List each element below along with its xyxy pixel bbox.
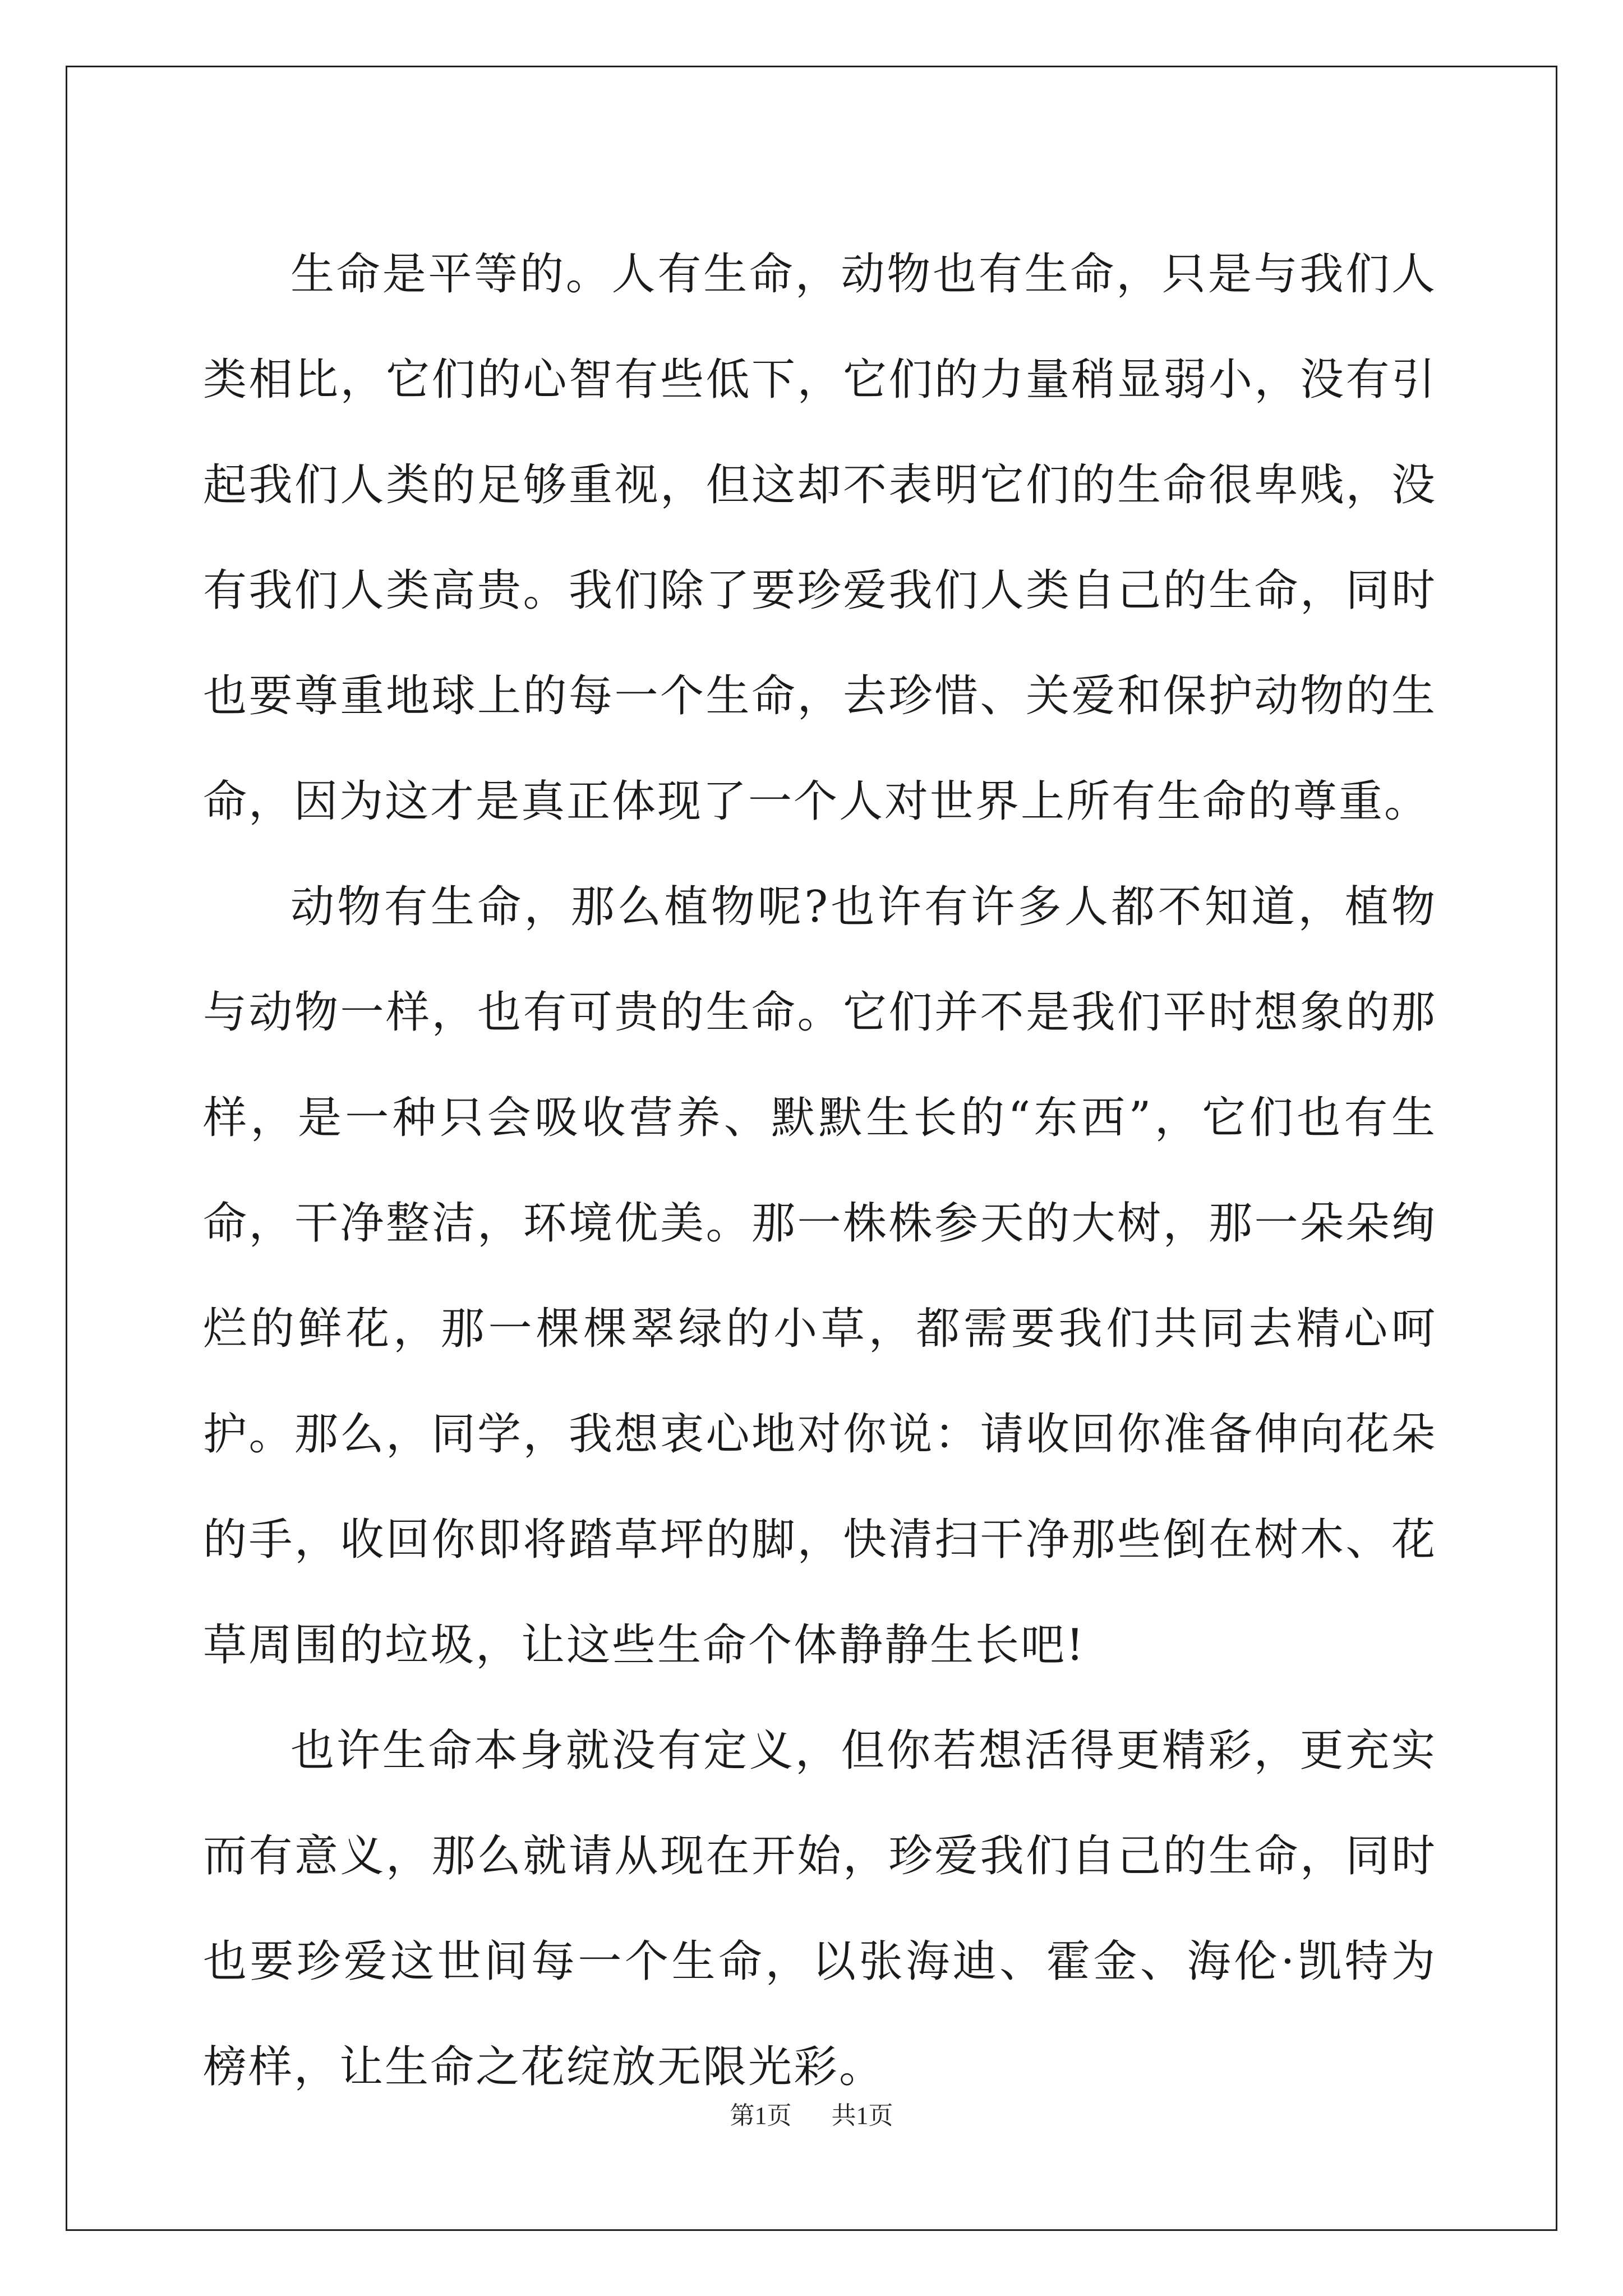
document-body: [203, 222, 1437, 2120]
paragraph-3: 也许生命本身就没有定义，但你若想活得更精彩，更充实而有意义，那么就请从现在开始，珍爱我们自己的生命，同时也要珍爱这世间每一个生命，以张海迪、霍金、海伦·凯特为榜样，让生命之花绽放无限光彩。: [203, 1726, 1437, 2092]
page-number: 第1页: [730, 2102, 792, 2129]
page-footer: [0, 2095, 1623, 2131]
page-total: 共1页: [831, 2102, 893, 2129]
paragraph-1: 生命是平等的。人有生命，动物也有生命，只是与我们人类相比，它们的心智有些低下，它们的力量稍显弱小，没有引起我们人类的足够重视，但这却不表明它们的生命很卑贱，没有我们人类高贵。我们除了要珍爱我们人类自己的生命，同时也要尊重地球上的每一个生命，去珍惜、关爱和保护动物的生命，因为这才是真正体现了一个人对世界上所有生命的尊重。: [203, 249, 1437, 827]
paragraph-2: 动物有生命，那么植物呢?也许有许多人都不知道，植物与动物一样，也有可贵的生命。它们并不是我们平时想象的那样，是一种只会吸收营养、默默生长的“东西”，它们也有生命，干净整洁，环境优美。那一株株参天的大树，那一朵朵绚烂的鲜花，那一棵棵翠绿的小草，都需要我们共同去精心呵护。那么，同学，我想衷心地对你说：请收回你准备伸向花朵的手，收回你即将踏草坪的脚，快清扫干净那些倒在树木、花草周围的垃圾，让这些生命个体静静生长吧!: [203, 882, 1437, 1671]
